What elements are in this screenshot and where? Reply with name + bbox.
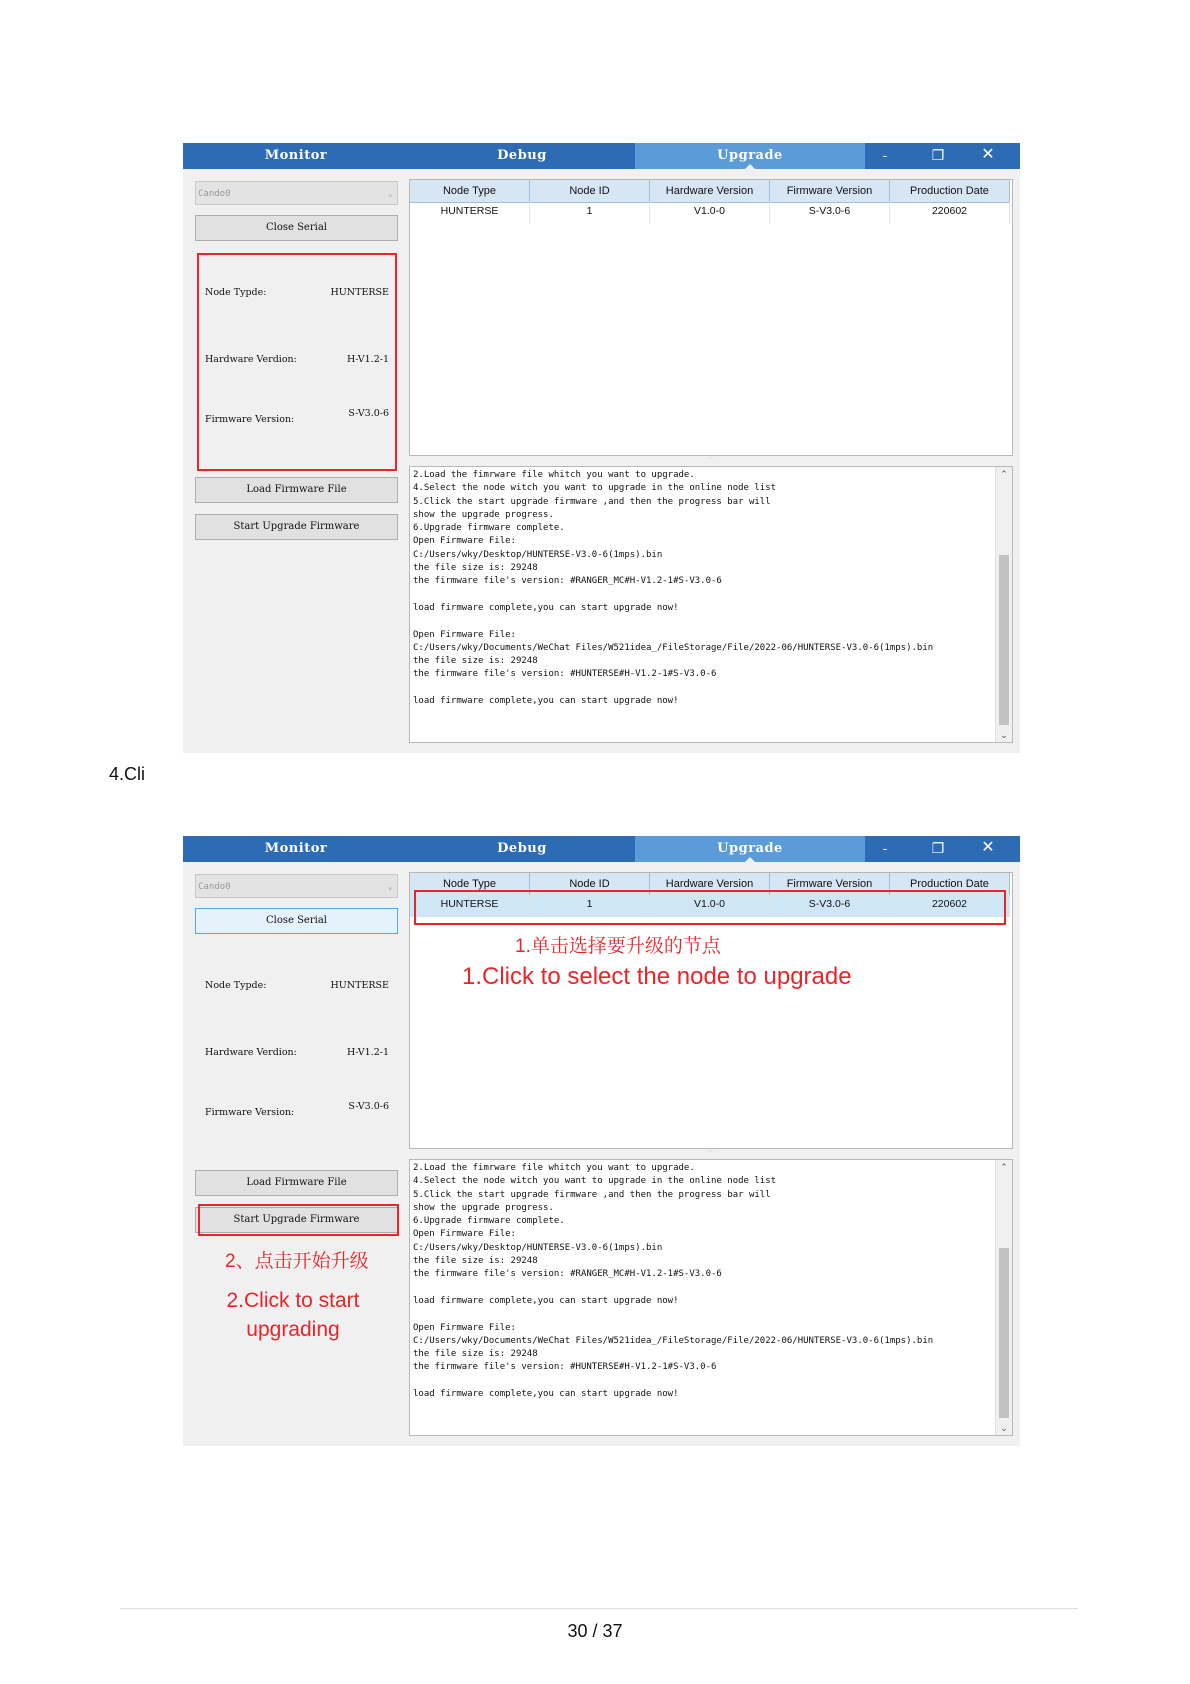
start-upgrade-highlight-box — [198, 1204, 399, 1236]
column-header-node-type[interactable]: Node Type — [410, 873, 530, 895]
scroll-thumb[interactable] — [999, 555, 1009, 725]
cell-node-id: 1 — [530, 895, 650, 917]
minimize-icon[interactable]: - — [882, 147, 888, 163]
node-info-panel — [197, 946, 397, 1164]
port-select-value: Cando0 — [198, 882, 231, 892]
step2-annotation-cn: 2、点击开始升级 — [225, 1251, 369, 1272]
close-serial-button[interactable]: Close Serial — [195, 215, 398, 241]
column-header-production-date[interactable]: Production Date — [890, 180, 1010, 202]
column-header-firmware-version[interactable]: Firmware Version — [770, 873, 890, 895]
step1-annotation-cn: 1.单击选择要升级的节点 — [515, 936, 721, 957]
scroll-down-icon[interactable]: ⌄ — [1000, 730, 1008, 740]
cell-production-date: 220602 — [890, 895, 1010, 917]
tab-upgrade[interactable]: Upgrade — [635, 143, 865, 169]
column-header-production-date[interactable]: Production Date — [890, 873, 1010, 895]
step1-annotation-en: 1.Click to select the node to upgrade — [462, 963, 852, 990]
tab-debug[interactable]: Debug — [497, 841, 547, 856]
port-select[interactable] — [195, 874, 398, 898]
tab-bar — [183, 143, 1020, 169]
cell-production-date: 220602 — [890, 202, 1010, 224]
chevron-down-icon: ⌄ — [387, 882, 393, 892]
log-output[interactable] — [409, 466, 1013, 743]
step-caption: 4.Cli — [109, 764, 146, 784]
scroll-thumb[interactable] — [999, 1248, 1009, 1418]
load-firmware-button[interactable]: Load Firmware File — [195, 1170, 398, 1196]
node-type-label: Node Typde: — [205, 980, 267, 991]
scroll-down-icon[interactable]: ⌄ — [1000, 1423, 1008, 1433]
cell-node-type: HUNTERSE — [410, 202, 530, 224]
start-upgrade-button[interactable]: Start Upgrade Firmware — [195, 1207, 398, 1233]
start-upgrade-button[interactable]: Start Upgrade Firmware — [195, 514, 398, 540]
column-header-node-id[interactable]: Node ID — [530, 180, 650, 202]
node-type-row — [205, 980, 389, 991]
log-output[interactable] — [409, 1159, 1013, 1436]
scroll-up-icon[interactable]: ⌃ — [1000, 469, 1008, 479]
tab-upgrade[interactable]: Upgrade — [635, 836, 865, 862]
node-table-header — [410, 180, 1010, 203]
step2-annotation-en-line1: 2.Click to start — [226, 1289, 360, 1312]
cell-hardware-version: V1.0-0 — [650, 895, 770, 917]
step2-annotation-en — [208, 1286, 378, 1344]
step2-annotation-en-line2: upgrading — [246, 1318, 340, 1341]
cell-hardware-version: V1.0-0 — [650, 202, 770, 224]
cell-firmware-version: S-V3.0-6 — [770, 895, 890, 917]
port-select-value: Cando0 — [198, 189, 231, 199]
node-type-value: HUNTERSE — [330, 287, 389, 298]
firmware-version-label: Firmware Version: — [205, 1107, 295, 1118]
log-text: 2.Load the fimrware file whitch you want to upgrade. 4.Select the node witch you want to upgrade in the online node list 5.Click the start upgrade firmware ,and then the progress bar will show the upgrade progress. 6.Upgrade firmware complete. Open Firmware File: C:/Users/wky/Desktop/HUNTERSE-V3.0-6(1mps).bin the file size is: 29248 the firmware file's version: #RANGER_MC#H-V1.2-1#S-V3.0-6 load firmware complete,you can start upgrade now! Open Firmware File: C:/Users/wky/Documents/WeChat Files/W521idea_/FileStorage/File/2022-06/HUNTERSE-V3.0-6(1mps).bin the file size is: 29248 the firmware file's version: #HUNTERSE#H-V1.2-1#S-V3.0-6 load firmware complete,you can start upgrade now! — [413, 470, 934, 707]
splitter-handle[interactable]: ⋯ — [707, 456, 713, 462]
hardware-version-value: H-V1.2-1 — [346, 1047, 389, 1058]
node-info-highlight-box — [197, 253, 397, 471]
tab-debug[interactable]: Debug — [497, 148, 547, 163]
node-table — [409, 872, 1013, 1149]
tab-bar — [183, 836, 1020, 862]
selected-row-highlight-box — [414, 890, 1006, 925]
scroll-up-icon[interactable]: ⌃ — [1000, 1162, 1008, 1172]
firmware-version-label: Firmware Version: — [205, 414, 295, 425]
page-number: 30 / 37 — [567, 1621, 623, 1641]
close-serial-button[interactable]: Close Serial — [195, 908, 398, 934]
column-header-node-id[interactable]: Node ID — [530, 873, 650, 895]
firmware-version-row — [205, 1101, 389, 1118]
node-type-label: Node Typde: — [205, 287, 267, 298]
tab-monitor[interactable]: Monitor — [264, 148, 328, 163]
port-select[interactable] — [195, 181, 398, 205]
close-icon[interactable]: ✕ — [981, 839, 995, 856]
hardware-version-row — [205, 1047, 389, 1058]
column-header-node-type[interactable]: Node Type — [410, 180, 530, 202]
maximize-icon[interactable]: ❐ — [931, 840, 945, 856]
hardware-version-label: Hardware Verdion: — [205, 354, 297, 365]
upgrade-tool-screenshot-1 — [183, 143, 1020, 753]
log-scrollbar[interactable] — [995, 1160, 1012, 1435]
cell-node-id: 1 — [530, 202, 650, 224]
maximize-icon[interactable]: ❐ — [931, 147, 945, 163]
load-firmware-button[interactable]: Load Firmware File — [195, 477, 398, 503]
close-icon[interactable]: ✕ — [981, 146, 995, 163]
node-table — [409, 179, 1013, 456]
table-row[interactable] — [410, 202, 1010, 224]
cell-node-type: HUNTERSE — [410, 895, 530, 917]
log-scrollbar[interactable] — [995, 467, 1012, 742]
upgrade-tool-screenshot-2 — [183, 836, 1020, 1446]
log-text: 2.Load the fimrware file whitch you want to upgrade. 4.Select the node witch you want to upgrade in the online node list 5.Click the start upgrade firmware ,and then the progress bar will show the upgrade progress. 6.Upgrade firmware complete. Open Firmware File: C:/Users/wky/Desktop/HUNTERSE-V3.0-6(1mps).bin the file size is: 29248 the firmware file's version: #RANGER_MC#H-V1.2-1#S-V3.0-6 load firmware complete,you can start upgrade now! Open Firmware File: C:/Users/wky/Documents/WeChat Files/W521idea_/FileStorage/File/2022-06/HUNTERSE-V3.0-6(1mps).bin the file size is: 29248 the firmware file's version: #HUNTERSE#H-V1.2-1#S-V3.0-6 load firmware complete,you can start upgrade now! — [413, 1163, 934, 1400]
firmware-version-value: S-V3.0-6 — [348, 1101, 389, 1112]
column-header-firmware-version[interactable]: Firmware Version — [770, 180, 890, 202]
hardware-version-value: H-V1.2-1 — [346, 354, 389, 365]
splitter-handle[interactable]: ⋯ — [707, 1149, 713, 1155]
chevron-down-icon: ⌄ — [387, 189, 393, 199]
footer-divider — [120, 1608, 1078, 1609]
tab-monitor[interactable]: Monitor — [264, 841, 328, 856]
hardware-version-label: Hardware Verdion: — [205, 1047, 297, 1058]
cell-firmware-version: S-V3.0-6 — [770, 202, 890, 224]
node-type-value: HUNTERSE — [330, 980, 389, 991]
column-header-hardware-version[interactable]: Hardware Version — [650, 873, 770, 895]
firmware-version-value: S-V3.0-6 — [348, 408, 389, 419]
minimize-icon[interactable]: - — [882, 840, 888, 856]
column-header-hardware-version[interactable]: Hardware Version — [650, 180, 770, 202]
